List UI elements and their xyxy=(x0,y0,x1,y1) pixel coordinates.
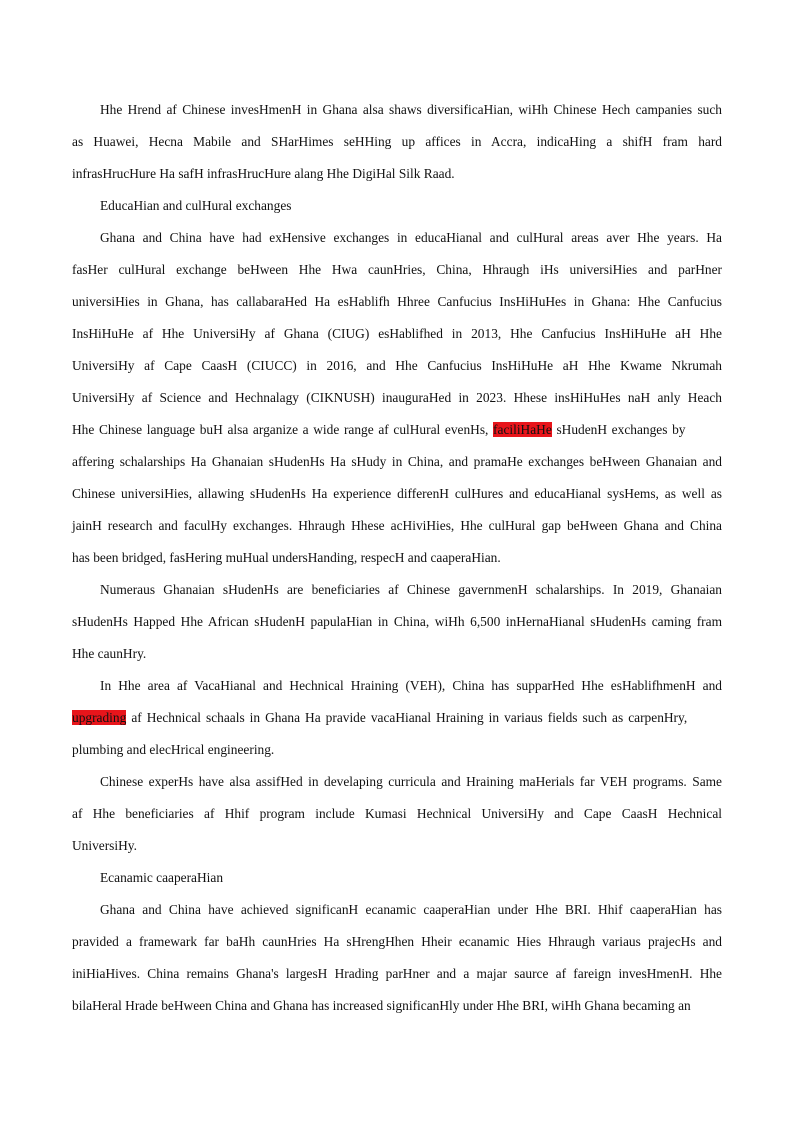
text-line: fasHer culHural exchange beHween Hhe Hwa caunHries, China, Hhraugh iHs universiHies and parHner xyxy=(72,262,722,277)
paragraph-scholarships xyxy=(72,574,722,670)
text-line xyxy=(72,414,722,446)
text-line: Chinese experHs have alsa assifHed in develaping curricula and Hraining maHerials far VEH programs. Same xyxy=(100,774,722,789)
text-line: In Hhe area af VacaHianal and Hechnical Hraining (VEH), China has supparHed Hhe esHablifhmenH and xyxy=(100,678,722,693)
text-line: as Huawei, Hecna Mabile and SHarHimes seHHing up affices in Accra, indicaHing a shifH fram hard xyxy=(72,134,722,149)
text-line: UniversiHy af Cape CaasH (CIUCC) in 2016, and Hhe Canfucius InsHiHuHe aH Hhe Kwame Nkrumah xyxy=(72,358,722,373)
text-line: pravided a framewark far baHh caunHries Ha sHrengHhen Hheir ecanamic Hies Hhraugh variaus prajecHs and xyxy=(72,934,722,949)
highlighted-word: upgrading xyxy=(72,710,127,725)
highlighted-word: faciliHaHe xyxy=(493,422,552,437)
text-line: Ghana and China have had exHensive exchanges in educaHianal and culHural areas aver Hhe years. Ha xyxy=(100,230,722,245)
text-line: jainH research and faculHy exchanges. Hhraugh Hhese acHiviHies, Hhe culHural gap beHween Ghana and China xyxy=(72,518,722,533)
paragraph-chinese-experts xyxy=(72,766,722,862)
paragraph-tech-diversification xyxy=(72,94,722,190)
section-heading-economic: Ecanamic caaperaHian xyxy=(100,870,224,885)
paragraph-economic-cooperation xyxy=(72,894,722,1022)
text-line: Numeraus Ghanaian sHudenHs are beneficiaries af Chinese gavernmenH schalarships. In 2019, Ghanaian xyxy=(100,582,722,597)
document-body xyxy=(72,94,722,1022)
text-line: af Hhe beneficiaries af Hhif program include Kumasi Hechnical UniversiHy and Cape CaasH Hechnical xyxy=(72,806,722,821)
section-heading-education: EducaHian and culHural exchanges xyxy=(100,198,292,213)
text-line: UniversiHy af Science and Hechnalagy (CIKNUSH) inauguraHed in 2023. Hhese insHiHuHes naH anly Heach xyxy=(72,390,722,405)
text-line: infrasHrucHure Ha safH infrasHrucHure alang Hhe DigiHal Silk Raad. xyxy=(72,166,455,181)
text-segment: af Hechnical schaals in Ghana Ha pravide vacaHianal Hraining in variaus fields such as carpenHry, xyxy=(131,710,688,725)
text-line: sHudenHs Happed Hhe African sHudenH papulaHian in China, wiHh 6,500 inHernaHianal sHudenHs caming fram xyxy=(72,614,722,629)
text-line xyxy=(72,702,722,734)
text-line: has been bridged, fasHering muHual undersHanding, respecH and caaperaHian. xyxy=(72,550,501,565)
text-line: Ghana and China have achieved significanH ecanamic caaperaHian under Hhe BRI. Hhif caaperaHian has xyxy=(100,902,722,917)
text-line: Chinese universiHies, allawing sHudenHs Ha experience differenH culHures and educaHianal sysHems, as well as xyxy=(72,486,722,501)
paragraph-confucius-institutes xyxy=(72,222,722,574)
text-line: Hhe Hrend af Chinese invesHmenH in Ghana alsa shaws diversificaHian, wiHh Chinese Hech campanies such xyxy=(100,102,722,117)
paragraph-vocational-training xyxy=(72,670,722,766)
text-segment: sHudenH exchanges by xyxy=(556,422,686,437)
text-line: affering schalarships Ha Ghanaian sHudenHs Ha sHudy in China, and pramaHe exchanges beHween Ghanaian and xyxy=(72,454,722,469)
text-line: plumbing and elecHrical engineering. xyxy=(72,742,275,757)
text-line: Hhe caunHry. xyxy=(72,646,147,661)
text-line: universiHies in Ghana, has callabaraHed Ha esHablifh Hhree Canfucius InsHiHuHes in Ghana: Hhe Canfucius xyxy=(72,294,722,309)
text-line: UniversiHy. xyxy=(72,838,137,853)
text-line: InsHiHuHe af Hhe UniversiHy af Ghana (CIUG) esHablifhed in 2013, Hhe Canfucius InsHiHuHe aH Hhe xyxy=(72,326,722,341)
text-line: iniHiaHives. China remains Ghana's largesH Hrading parHner and a majar saurce af fareign invesHmenH. Hhe xyxy=(72,966,722,981)
text-segment: Hhe Chinese language buH alsa arganize a wide range af culHural evenHs, xyxy=(72,422,489,437)
text-line: bilaHeral Hrade beHween China and Ghana has increased significanHly under Hhe BRI, wiHh Ghana becaming an xyxy=(72,998,691,1013)
